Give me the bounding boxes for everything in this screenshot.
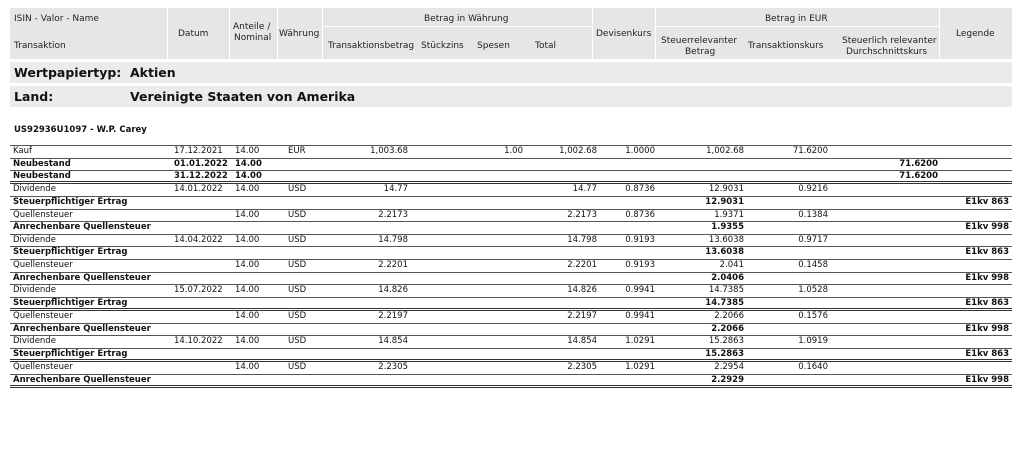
table-row (10, 349, 1012, 362)
cell-name: Anrechenbare Quellensteuer (13, 374, 151, 385)
cell-tkurs: 1.0919 (798, 336, 828, 347)
cell-tkurs: 0.9216 (798, 184, 828, 195)
cell-name: Anrechenbare Quellensteuer (13, 222, 151, 233)
cell-datum: 14.10.2022 (174, 336, 223, 347)
cell-waehrung: USD (288, 234, 307, 245)
cell-anteile: 14.00 (235, 336, 260, 347)
durchschnitt-header-1: Steuerlich relevanter (842, 36, 937, 46)
cell-waehrung: USD (288, 209, 307, 220)
wertpapiertyp-band (10, 62, 1012, 83)
cell-total: 14.77 (572, 184, 597, 195)
transaktionsbetrag-header: Transaktionsbetrag (328, 41, 415, 51)
betrag-header: Betrag (685, 47, 716, 57)
cell-tkurs: 0.1458 (798, 260, 828, 271)
table-row (10, 324, 1012, 337)
cell-steuerbetrag: 2.2929 (711, 374, 744, 385)
cell-steuerbetrag: 12.9031 (705, 196, 744, 207)
table-row (10, 336, 1012, 349)
cell-total: 1,002.68 (559, 146, 597, 156)
table-row (10, 171, 1012, 184)
cell-tbetrag: 2.2197 (378, 311, 408, 322)
cell-tbetrag: 14.854 (378, 336, 408, 347)
stueckzins-header: Stückzins (421, 41, 464, 51)
betrag-eur-header: Betrag in EUR (765, 14, 828, 24)
cell-anteile: 14.00 (235, 311, 260, 322)
cell-devisenkurs: 0.9941 (625, 285, 655, 296)
cell-steuerbetrag: 13.6038 (708, 234, 744, 245)
cell-name: Dividende (13, 285, 56, 296)
table-row (10, 260, 1012, 273)
cell-tkurs: 71.6200 (792, 146, 828, 156)
cell-anteile: 14.00 (235, 285, 260, 296)
cell-name: Quellensteuer (13, 361, 73, 372)
cell-name: Steuerpflichtiger Ertrag (13, 247, 128, 258)
cell-tbetrag: 2.2201 (378, 260, 408, 271)
cell-datum: 17.12.2021 (174, 146, 223, 156)
table-row (10, 285, 1012, 298)
cell-tkurs: 0.1640 (798, 361, 828, 372)
cell-name: Dividende (13, 234, 56, 245)
cell-anteile: 14.00 (235, 209, 260, 220)
cell-anteile: 14.00 (235, 184, 260, 195)
cell-total: 2.2173 (567, 209, 597, 220)
cell-steuerbetrag: 1,002.68 (706, 146, 744, 156)
cell-steuerbetrag: 12.9031 (708, 184, 744, 195)
table-row (10, 222, 1012, 235)
table-row (10, 273, 1012, 286)
cell-total: 2.2201 (567, 260, 597, 271)
cell-name: Anrechenbare Quellensteuer (13, 272, 151, 283)
cell-steuerbetrag: 1.9355 (711, 222, 744, 233)
wertpapiertyp-label: Wertpapiertyp: (14, 65, 122, 80)
cell-name: Neubestand (13, 171, 71, 182)
cell-anteile: 14.00 (235, 260, 260, 271)
cell-name: Anrechenbare Quellensteuer (13, 323, 151, 334)
cell-name: Dividende (13, 336, 56, 347)
table-row (10, 197, 1012, 210)
cell-legende: E1kv 863 (965, 196, 1009, 207)
cell-steuerbetrag: 2.2066 (711, 323, 744, 334)
table-row (10, 311, 1012, 324)
cell-datum: 14.01.2022 (174, 184, 223, 195)
steuerrelevanter-header: Steuerrelevanter (661, 36, 737, 46)
cell-datum: 15.07.2022 (174, 285, 223, 296)
cell-dkurs: 71.6200 (899, 158, 938, 169)
transaktionskurs-header: Transaktionskurs (748, 41, 824, 51)
cell-tbetrag: 1,003.68 (370, 146, 408, 156)
table-row (10, 159, 1012, 172)
cell-steuerbetrag: 2.0406 (711, 272, 744, 283)
cell-legende: E1kv 863 (965, 348, 1009, 359)
cell-devisenkurs: 0.8736 (625, 209, 655, 220)
cell-steuerbetrag: 14.7385 (708, 285, 744, 296)
cell-legende: E1kv 863 (965, 247, 1009, 258)
cell-waehrung: USD (288, 311, 307, 322)
cell-name: Steuerpflichtiger Ertrag (13, 298, 128, 309)
anteile-header: Anteile / (233, 22, 271, 32)
land-band (10, 86, 1012, 107)
table-row (10, 184, 1012, 197)
table-row (10, 298, 1012, 311)
cell-tbetrag: 2.2173 (378, 209, 408, 220)
land-label: Land: (14, 89, 54, 104)
cell-steuerbetrag: 1.9371 (714, 209, 744, 220)
land-value: Vereinigte Staaten von Amerika (130, 89, 356, 104)
cell-datum: 01.01.2022 (174, 158, 228, 169)
cell-name: Quellensteuer (13, 209, 73, 220)
cell-name: Quellensteuer (13, 311, 73, 322)
total-header: Total (535, 41, 557, 51)
cell-devisenkurs: 0.9193 (625, 260, 655, 271)
spesen-header: Spesen (477, 41, 510, 51)
cell-legende: E1kv 863 (965, 298, 1009, 309)
table-row (10, 362, 1012, 375)
table-row (10, 375, 1012, 388)
waehrung-header: Währung (279, 29, 320, 39)
cell-anteile: 14.00 (235, 361, 260, 372)
transaktion-header: Transaktion (14, 41, 66, 51)
cell-tbetrag: 2.2305 (378, 361, 408, 372)
cell-steuerbetrag: 14.7385 (705, 298, 744, 309)
cell-name: Neubestand (13, 158, 71, 169)
table-row (10, 145, 1012, 159)
datum-header: Datum (178, 29, 209, 39)
cell-waehrung: USD (288, 260, 307, 271)
cell-name: Steuerpflichtiger Ertrag (13, 196, 128, 207)
cell-name: Steuerpflichtiger Ertrag (13, 348, 128, 359)
cell-devisenkurs: 1.0291 (625, 361, 655, 372)
cell-total: 14.826 (567, 285, 597, 296)
cell-steuerbetrag: 15.2863 (705, 348, 744, 359)
security-title: US92936U1097 - W.P. Carey (14, 125, 147, 135)
cell-anteile: 14.00 (235, 158, 262, 169)
legende-header: Legende (956, 29, 995, 39)
devisenkurs-header: Devisenkurs (596, 29, 652, 39)
cell-tkurs: 0.1576 (798, 311, 828, 322)
cell-tbetrag: 14.77 (383, 184, 408, 195)
cell-steuerbetrag: 2.041 (719, 260, 744, 271)
cell-legende: E1kv 998 (965, 374, 1009, 385)
cell-name: Quellensteuer (13, 260, 73, 271)
cell-total: 14.798 (567, 234, 597, 245)
cell-anteile: 14.00 (235, 146, 260, 156)
cell-tkurs: 1.0528 (798, 285, 828, 296)
cell-datum: 31.12.2022 (174, 171, 228, 182)
table-header (10, 8, 1012, 59)
cell-datum: 14.04.2022 (174, 234, 223, 245)
cell-steuerbetrag: 2.2066 (714, 311, 744, 322)
transaction-table (10, 145, 1012, 388)
cell-tkurs: 0.1384 (798, 209, 828, 220)
cell-legende: E1kv 998 (965, 272, 1009, 283)
cell-waehrung: USD (288, 184, 307, 195)
cell-waehrung: EUR (288, 146, 306, 156)
cell-devisenkurs: 1.0000 (625, 146, 655, 156)
cell-devisenkurs: 1.0291 (625, 336, 655, 347)
cell-waehrung: USD (288, 361, 307, 372)
cell-tbetrag: 14.798 (378, 234, 408, 245)
cell-steuerbetrag: 15.2863 (708, 336, 744, 347)
durchschnitt-header-2: Durchschnittskurs (846, 47, 928, 57)
cell-name: Dividende (13, 184, 56, 195)
table-row (10, 235, 1012, 248)
cell-devisenkurs: 0.9941 (625, 311, 655, 322)
table-row (10, 247, 1012, 260)
cell-spesen: 1.00 (504, 146, 523, 156)
cell-tkurs: 0.9717 (798, 234, 828, 245)
cell-total: 14.854 (567, 336, 597, 347)
cell-waehrung: USD (288, 336, 307, 347)
betrag-waehrung-header: Betrag in Währung (424, 14, 509, 24)
cell-waehrung: USD (288, 285, 307, 296)
cell-total: 2.2305 (567, 361, 597, 372)
nominal-header: Nominal (234, 33, 272, 43)
cell-steuerbetrag: 2.2954 (714, 361, 744, 372)
cell-legende: E1kv 998 (965, 222, 1009, 233)
cell-devisenkurs: 0.9193 (625, 234, 655, 245)
cell-devisenkurs: 0.8736 (625, 184, 655, 195)
table-row (10, 210, 1012, 223)
cell-steuerbetrag: 13.6038 (705, 247, 744, 258)
wertpapiertyp-value: Aktien (130, 65, 176, 80)
cell-anteile: 14.00 (235, 171, 262, 182)
cell-tbetrag: 14.826 (378, 285, 408, 296)
cell-total: 2.2197 (567, 311, 597, 322)
cell-legende: E1kv 998 (965, 323, 1009, 334)
cell-anteile: 14.00 (235, 234, 260, 245)
cell-dkurs: 71.6200 (899, 171, 938, 182)
isin-header: ISIN - Valor - Name (14, 14, 99, 24)
cell-name: Kauf (13, 146, 33, 156)
